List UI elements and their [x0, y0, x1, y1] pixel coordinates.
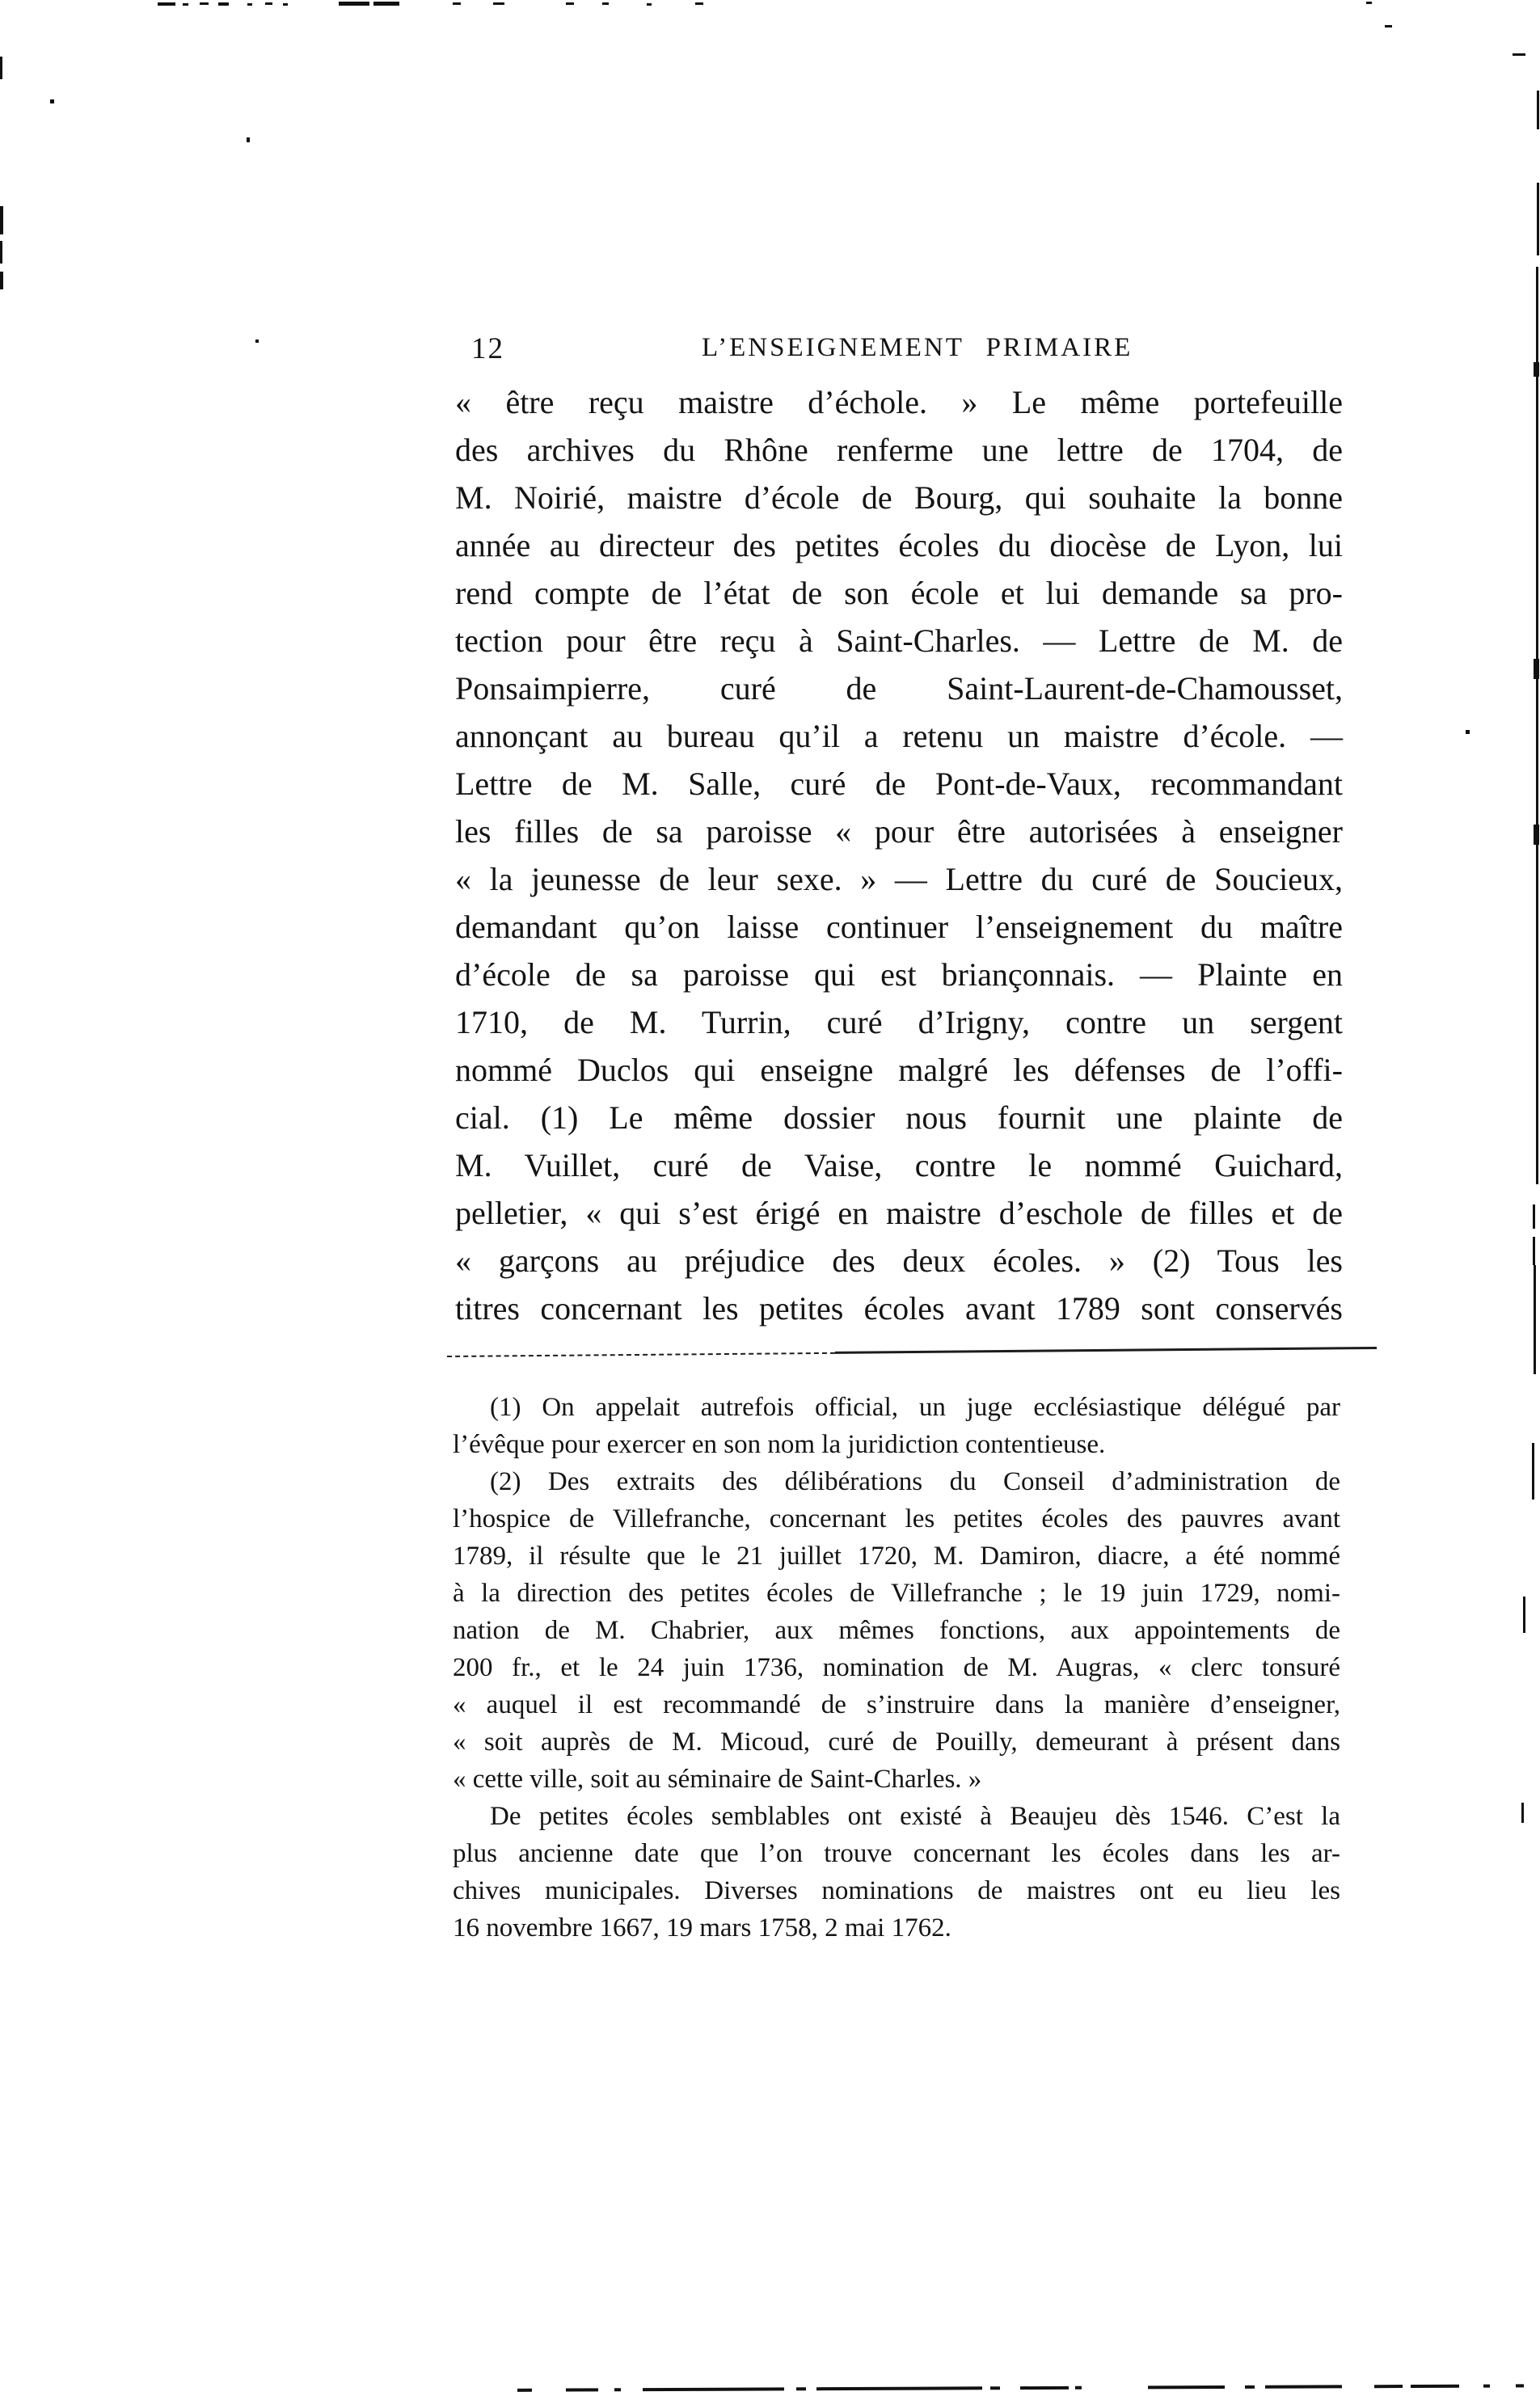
scan-dash	[990, 2386, 1000, 2390]
scan-speck	[283, 3, 288, 6]
scan-speck	[1466, 730, 1470, 734]
footnote-separator	[447, 1345, 1377, 1358]
scan-speck	[247, 3, 252, 6]
footnote-line: l’évêque pour exercer en son nom la juridiction contentieuse.	[453, 1430, 1106, 1459]
scan-edge-line	[1533, 1237, 1535, 1265]
scan-speck	[453, 2, 461, 5]
footnotes-block	[453, 1389, 1340, 1947]
scan-speck	[200, 2, 209, 5]
scan-dash	[1516, 2384, 1524, 2387]
text-line: annonçant au bureau qu’il a retenu un maistre d’école. —	[455, 718, 1343, 754]
footnote-separator-dashed	[447, 1352, 835, 1357]
footnote-line: (1) On appelait autrefois official, un juge ecclésiastique délégué par	[490, 1393, 1340, 1422]
scan-speck	[0, 241, 2, 264]
bottom-scan-line	[509, 2381, 1540, 2395]
footnote-line: nation de M. Chabrier, aux mêmes fonctions, aux appointements de	[453, 1616, 1340, 1645]
scan-speck	[0, 272, 3, 289]
text-line: demandant qu’on laisse continuer l’enseignement du maître	[455, 909, 1343, 945]
scan-dash	[1075, 2386, 1082, 2390]
scan-speck	[158, 2, 175, 6]
text-line: tection pour être reçu à Saint-Charles. — Lettre de M. de	[455, 622, 1343, 659]
footnote-line: « soit auprès de M. Micoud, curé de Pouilly, demeurant à présent dans	[453, 1727, 1340, 1757]
text-line: cial. (1) Le même dossier nous fournit une plainte de	[455, 1099, 1343, 1136]
scan-speck	[602, 2, 609, 5]
text-line: pelletier, « qui s’est érigé en maistre d’eschole de filles et de	[455, 1195, 1343, 1231]
text-line: M. Noirié, maistre d’école de Bourg, qui souhaite la bonne	[455, 479, 1343, 516]
scan-dash	[1148, 2385, 1225, 2389]
main-text-block	[455, 378, 1343, 1332]
scan-speck	[247, 137, 250, 142]
scan-dash	[1483, 2385, 1490, 2388]
text-line: Ponsaimpierre, curé de Saint-Laurent-de-Chamousset,	[455, 670, 1343, 707]
footnote-line: l’hospice de Villefranche, concernant les petites écoles des pauvres avant	[453, 1504, 1340, 1533]
footnote-line: chives municipales. Diverses nominations de maistres ont eu lieu les	[453, 1876, 1340, 1905]
scan-edge-line	[1537, 91, 1539, 129]
scan-edge-line	[1534, 362, 1539, 377]
text-line: 1710, de M. Turrin, curé d’Irigny, contre un sergent	[455, 1004, 1343, 1040]
scan-dash	[566, 2388, 598, 2391]
scan-speck	[0, 57, 2, 79]
scan-speck	[1513, 53, 1525, 56]
scan-dash	[643, 2387, 784, 2391]
scan-speck	[1366, 2, 1372, 4]
scan-dash	[1374, 2385, 1403, 2388]
scan-speck	[339, 2, 369, 6]
text-line: des archives du Rhône renferme une lettre de 1704, de	[455, 432, 1343, 468]
scan-edge-line	[1523, 1597, 1525, 1633]
scan-edge-line	[1536, 267, 1538, 420]
scan-edge-line	[1533, 1204, 1535, 1229]
footnote-separator-solid	[835, 1347, 1377, 1354]
footnote-line: 200 fr., et le 24 juin 1736, nomination de M. Augras, « clerc tonsuré	[453, 1653, 1340, 1682]
scan-speck	[647, 3, 652, 6]
page-number: 12	[471, 332, 504, 365]
text-line: Lettre de M. Salle, curé de Pont-de-Vaux, recommandant	[455, 766, 1343, 802]
running-header-title: L’ENSEIGNEMENT PRIMAIRE	[702, 333, 1133, 362]
text-line: « garçons au préjudice des deux écoles. » (2) Tous les	[455, 1242, 1343, 1279]
scan-edge-line	[1536, 420, 1538, 1184]
scan-edge-line	[1532, 1443, 1534, 1500]
scan-edge-line	[1537, 183, 1539, 255]
footnote-line: à la direction des petites écoles de Villefranche ; le 19 juin 1729, nomi-	[453, 1579, 1340, 1608]
scan-edge-line	[1534, 825, 1539, 845]
scan-dash	[816, 2386, 982, 2390]
footnote-line: De petites écoles semblables ont existé à Beaujeu dès 1546. C’est la	[490, 1802, 1340, 1831]
scan-speck	[1385, 25, 1392, 27]
scan-edge-line	[1534, 659, 1539, 679]
text-line: « la jeunesse de leur sexe. » — Lettre du curé de Soucieux,	[455, 861, 1343, 897]
scan-dash	[1265, 2385, 1342, 2388]
scan-speck	[265, 2, 272, 5]
scan-speck	[373, 2, 399, 6]
scan-dash	[1411, 2385, 1459, 2388]
scan-dash	[517, 2389, 532, 2392]
scan-speck	[695, 2, 703, 5]
scan-dash	[614, 2388, 621, 2391]
scan-dash	[1245, 2385, 1255, 2389]
scan-speck	[493, 2, 504, 5]
scan-dash	[796, 2387, 806, 2390]
scan-speck	[218, 2, 229, 6]
scan-speck	[183, 3, 188, 6]
text-line: d’école de sa paroisse qui est briançonnais. — Plainte en	[455, 956, 1343, 993]
text-line: « être reçu maistre d’échole. » Le même portefeuille	[455, 384, 1343, 420]
scan-speck	[566, 2, 574, 5]
text-line: titres concernant les petites écoles avant 1789 sont conservés	[455, 1290, 1343, 1327]
scan-dash	[1020, 2386, 1069, 2390]
text-line: année au directeur des petites écoles du diocèse de Lyon, lui	[455, 527, 1343, 563]
scan-speck	[0, 206, 3, 234]
footnote-line: 1789, il résulte que le 21 juillet 1720, M. Damiron, diacre, a été nommé	[453, 1542, 1340, 1571]
footnote-line: (2) Des extraits des délibérations du Conseil d’administration de	[490, 1467, 1340, 1496]
text-line: rend compte de l’état de son école et lui demande sa pro-	[455, 575, 1343, 611]
footnote-line: plus ancienne date que l’on trouve concernant les écoles dans les ar-	[453, 1839, 1340, 1868]
footnote-line: 16 novembre 1667, 19 mars 1758, 2 mai 1762.	[453, 1913, 951, 1943]
text-line: nommé Duclos qui enseigne malgré les défenses de l’offi-	[455, 1052, 1343, 1088]
scan-edge-line	[1534, 1265, 1536, 1374]
footnote-line: « cette ville, soit au séminaire de Saint-Charles. »	[453, 1765, 982, 1794]
scan-edge-line	[1521, 1803, 1524, 1823]
scan-speck	[50, 99, 54, 103]
text-line: M. Vuillet, curé de Vaise, contre le nommé Guichard,	[455, 1147, 1343, 1183]
text-line: les filles de sa paroisse « pour être autorisées à enseigner	[455, 813, 1343, 850]
footnote-line: « auquel il est recommandé de s’instruire dans la manière d’enseigner,	[453, 1690, 1340, 1719]
scan-speck	[255, 340, 259, 343]
